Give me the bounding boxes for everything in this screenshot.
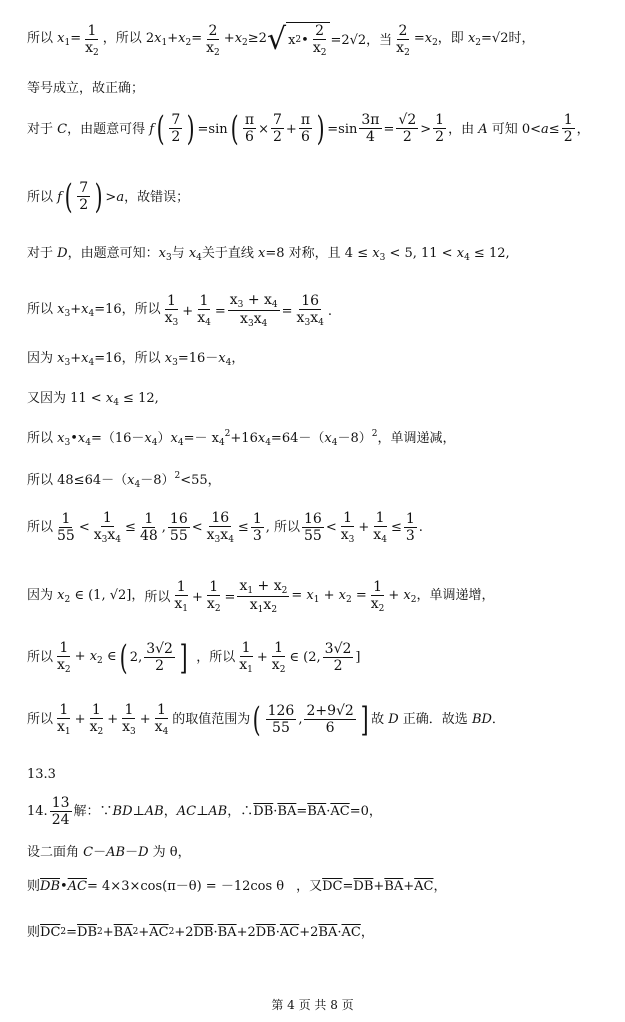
line-13: 所以 $\frac{1}{x_2}$ + $x_2$ ∈ ( 2, $\frac{3√2}{2}$ ] ，所以 $\frac{1}{x_1}$ + $\frac{1}{x_2}$ ∈ (2, $\frac{3√2}{2}$ ] [27,637,361,678]
line-15: 13.3 [27,767,56,782]
line-3: 对于 C，由题意可得 f ( $\frac{7}{2}$ ) =sin ( $\frac{\pi}{6}$ × $\frac{7}{2}$ + $\frac{\pi}{6}$ ) =sin $\frac{3\pi}{4}$ = $\frac{√2}{2}$ > $\frac{1}{2}$ ，由 A 可知 0<a≤ $\frac{1}{2}$ ， [27,109,590,149]
line-16: 14. $\frac{13}{24}$ 解：∵BD⊥AB，AC⊥AB，∴ $\overline{DB}$ · $\overline{BA}$ = $\overline{BA}$ · $\overline{AC}$ =0， [27,795,382,829]
line-18: 则 $\overline{DB}$ • $\overline{AC}$ = 4×3×cos(π－θ) = －12cos θ ，又 $\overline{DC}$ = $\overline{DB}$ + $\overline{BA}$ + $\overline{AC}$ ， [27,879,447,894]
line-12: 因为 $x_2$ ∈ (1, √2]， 所以 $\frac{1}{x_1}$ + $\frac{1}{x_2}$ = $\frac{x_1 + x_2}{x_1x_2}$ = $x_1 + x_2$ = $\frac{1}{x_2}$ + $x_2$，单调递增， [27,578,495,616]
line-4: 所以 f ( $\frac{7}{2}$ ) >a，故错误； [27,177,190,217]
line-5: 对于 D，由题意可知：$x_3$与 $x_4$关于直线 x=8 对称，且 $4 \le x_3 < 5$, $11 < x_4 \le 12$, [27,246,510,263]
line-10: 所以 $48\le 64-(x_4-8)^2<55$， [27,471,221,490]
line-1: 所以 $x_1=$ $\frac{1}{x_2}$ ，所以 $2x_1+x_2=$ $\frac{2}{x_2}$ $+x_2\ge 2$ √ x 2 • $\frac{2}{x_2}$ =2√2，当 $\frac{2}{x_2}$ $=x_2$，即 $x_2=√2$时， [27,22,535,59]
line-14: 所以 $\frac{1}{x_1}$ + $\frac{1}{x_2}$ + $\frac{1}{x_3}$ + $\frac{1}{x_4}$ 的取值范围为 ( $\frac{126}{55}$ , $\frac{2+9√2}{6}$ ] 故 D 正确．故选 BD． [27,699,505,740]
line-9: 所以 $x_3•x_4=(16-x_4)x_4=- x_4^2+16x_4=64-(x_4-8)^2$，单调递减， [27,429,456,448]
line-17: 设二面角 C－AB－D 为 θ， [27,845,191,860]
page-footer: 第 4 页 共 8 页 [271,998,354,1012]
line-7: 因为 $x_3+x_4=16$，所以 $x_3=16-x_4$， [27,351,245,368]
line-8: 又因为 $11 < x_4 \le 12$, [27,391,159,408]
line-6: 所以 $x_3+x_4=16$，所以 $\frac{1}{x_3}$ + $\frac{1}{x_4}$ = $\frac{x_3 + x_4}{x_3x_4}$ = $\frac{16}{x_3x_4}$ . [27,292,332,330]
line-11: 所以 $\frac{1}{55}$ < $\frac{1}{x_3x_4}$ ≤ $\frac{1}{48}$ , $\frac{16}{55}$ < $\frac{16}{x_3x_4}$ ≤ $\frac{1}{3}$ , 所以 $\frac{16}{55}$ < $\frac{1}{x_3}$ + $\frac{1}{x_4}$ ≤ $\frac{1}{3}$ . [27,510,423,546]
line-2: 等号成立，故正确； [27,81,145,96]
line-19: 则 $\overline{DC}$ 2 = $\overline{DB}$ 2 + $\overline{BA}$ 2 + $\overline{AC}$ 2 +2 $\overline{DB}$ · $\overline{BA}$ +2 $\overline{DB}$ · $\overline{AC}$ +2 $\overline{BA}$ · $\overline{AC}$ ， [27,925,374,940]
